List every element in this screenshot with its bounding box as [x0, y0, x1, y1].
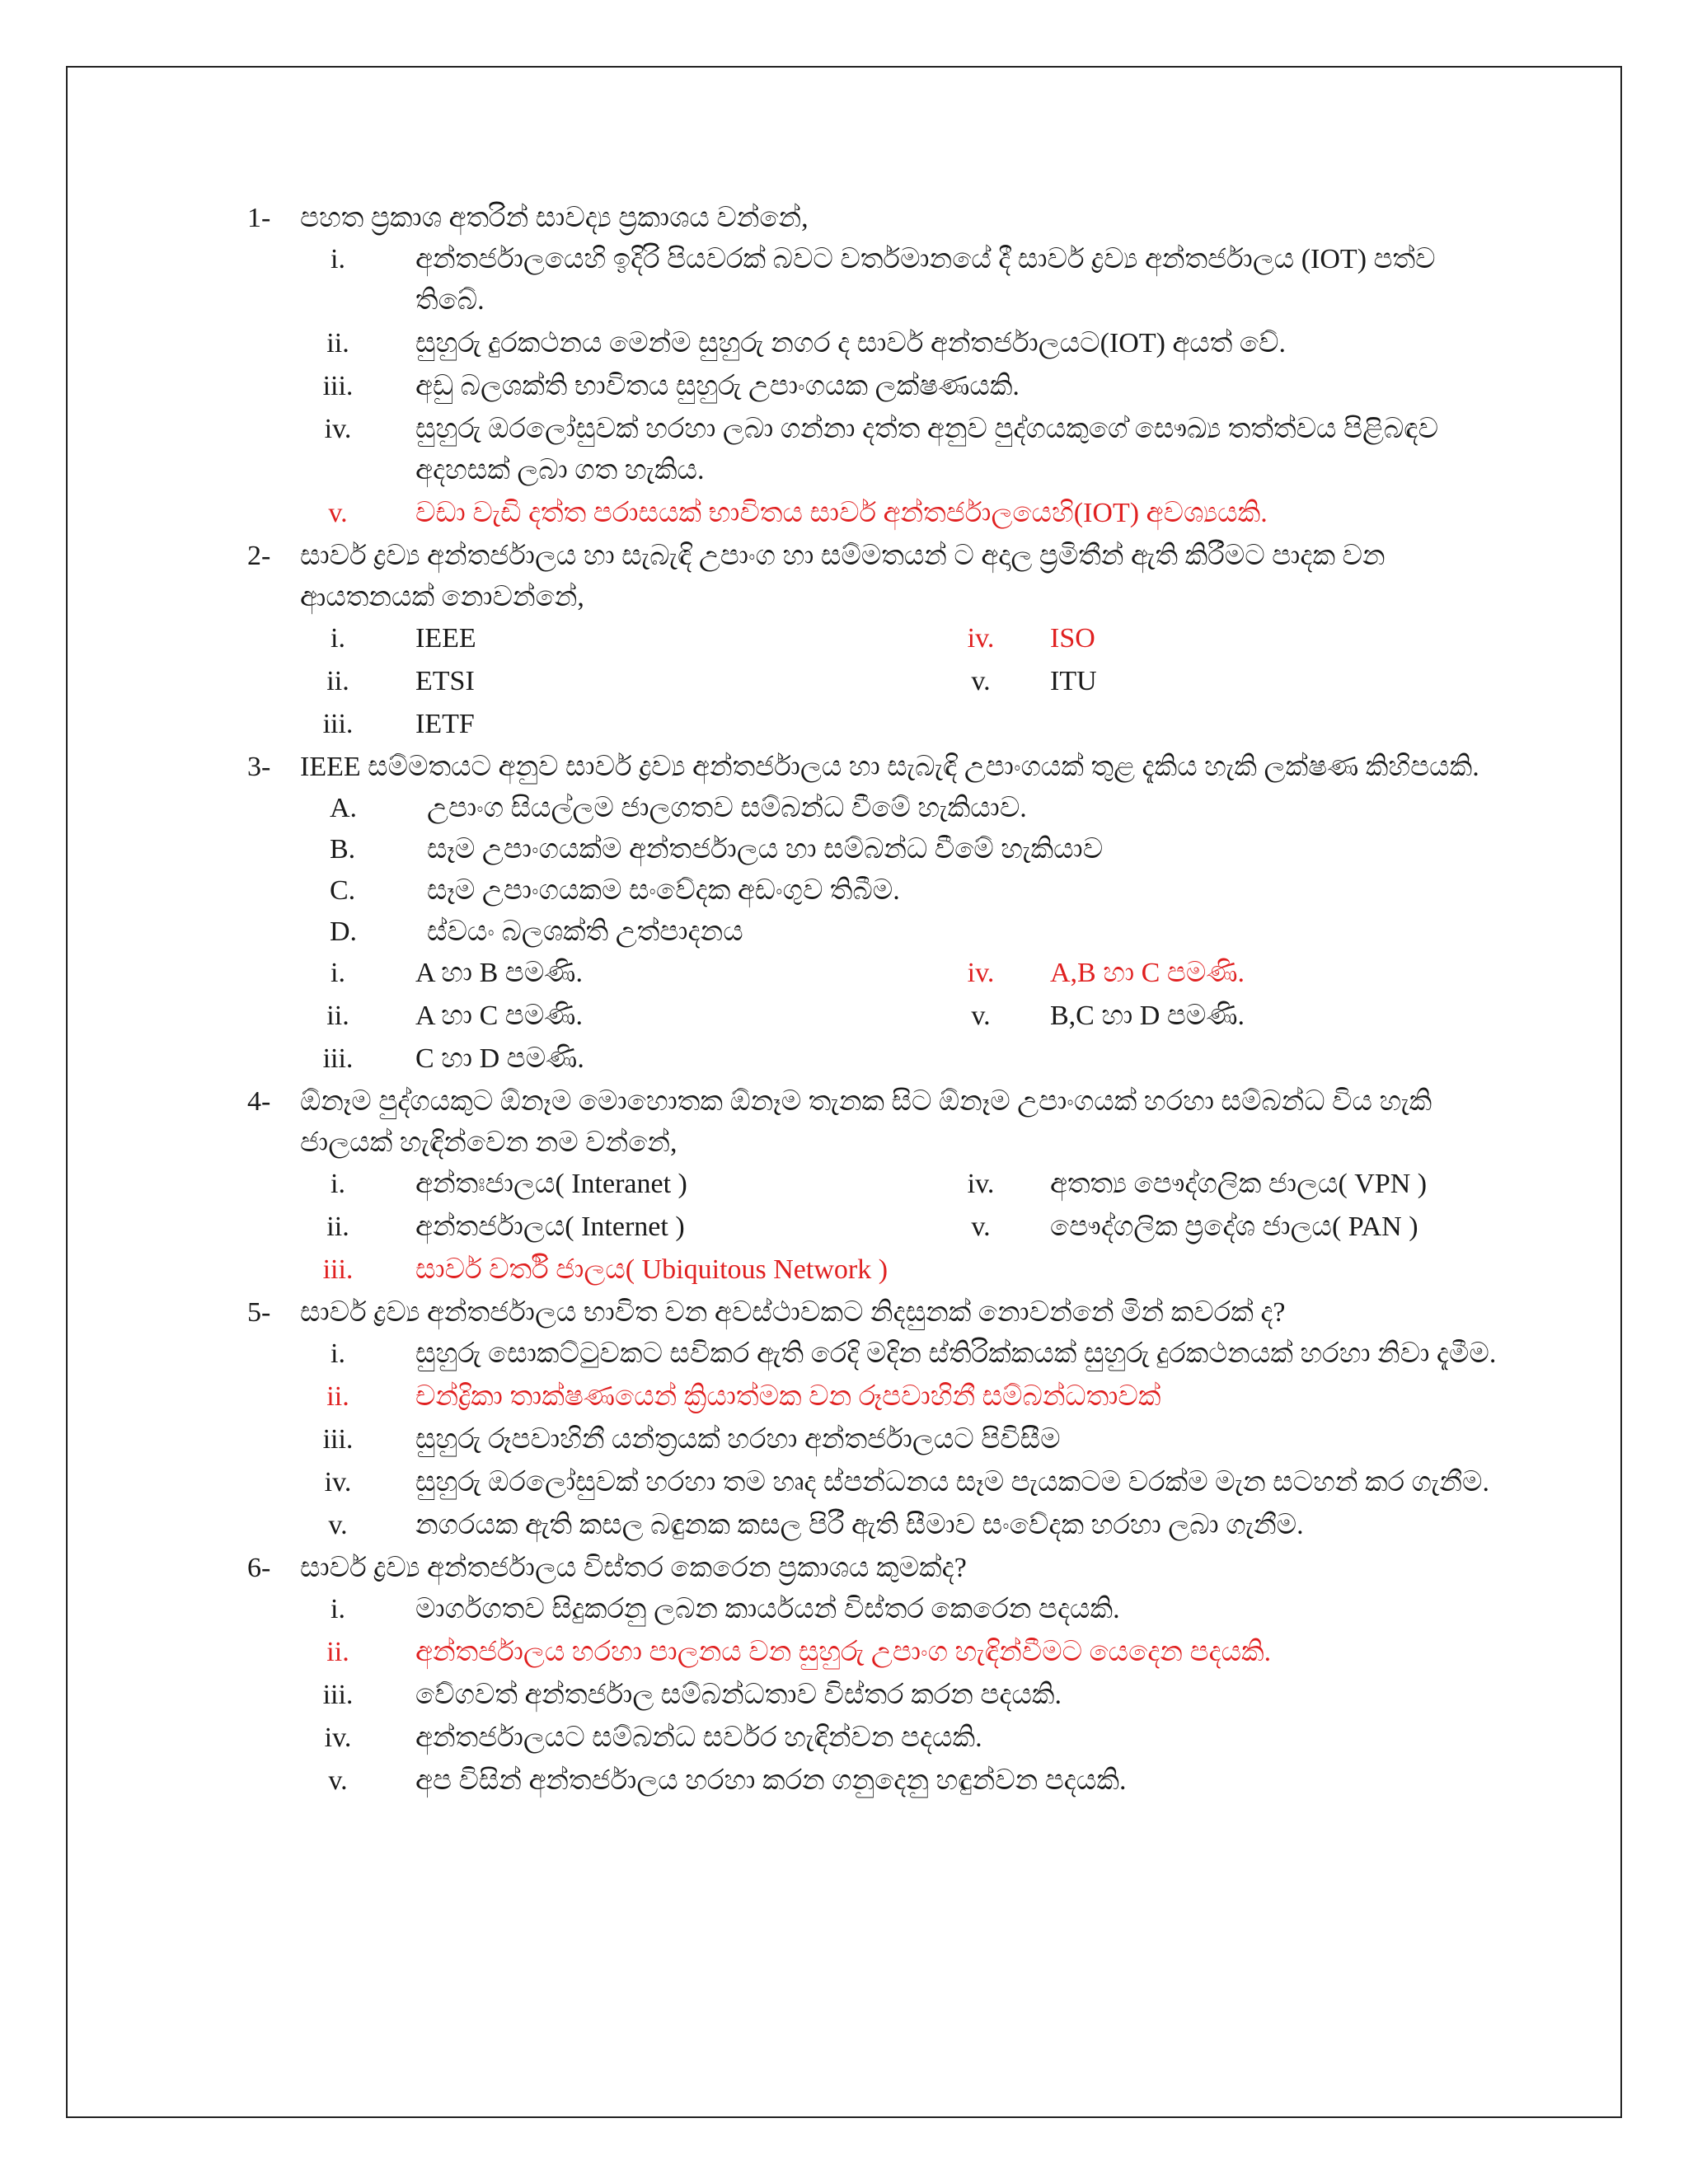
option-text: චන්ද්‍රිකා තාක්ෂණයෙන් ක්‍රියාත්මක වන රූපවාහිනී සම්බන්ධතාවක් — [415, 1381, 1161, 1412]
option-number: v. — [328, 1510, 348, 1540]
option-number: iv. — [967, 1169, 995, 1199]
option-text: ITU — [1050, 666, 1097, 696]
option-text: සුහුරු දුරකථනය මෙන්ම සුහුරු නගර ද සාර්ව අන්තර්ජාලයට(IOT) අයත් වේ. — [415, 328, 1287, 359]
question-6 — [247, 1548, 1500, 1802]
question-text: සාර්ව ද්‍රව්‍ය අන්තර්ජාලය භාවිත වන අවස්ථාවකට නිදසුනක් නොවන්නේ මින් කවරක් ද? — [300, 1297, 1286, 1328]
option-number: v. — [328, 1765, 348, 1796]
option-number: iv. — [324, 1722, 352, 1753]
answer-option — [948, 1164, 1500, 1205]
option-number: iii. — [322, 709, 354, 739]
option-text: නගරයක ඇති කසල බඳුනක කසල පිරී ඇති සීමාව සංවේදක හරහා ලබා ගැනීම. — [415, 1510, 1304, 1540]
answer-option-correct — [247, 1249, 948, 1291]
option-text: ETSI — [415, 666, 475, 696]
option-text: අප විසින් අන්තර්ජාලය හරහා කරන ගනුදෙනු හඳුන්වන පදයකි. — [415, 1765, 1127, 1796]
option-number: iii. — [322, 1043, 354, 1074]
option-text: සුහුරු රූපවාහිනී යන්ත්‍රයක් හරහා අන්තර්ජාලයට පිවිසීම — [415, 1424, 1061, 1455]
option-number: iii. — [322, 1680, 354, 1710]
question-list — [247, 198, 1500, 1803]
answer-option — [247, 1333, 1500, 1375]
answer-option — [247, 1462, 1500, 1503]
option-text: A,B හා C පමණි. — [1050, 958, 1245, 988]
option-number: iii. — [322, 1424, 354, 1455]
options-column-right — [948, 953, 1500, 1081]
question-2 — [247, 536, 1500, 747]
option-number: i. — [331, 244, 345, 274]
answer-option-correct — [948, 953, 1500, 994]
options-grid — [247, 1164, 1500, 1292]
answer-option — [247, 1164, 948, 1205]
option-text: B,C හා D පමණි. — [1050, 1001, 1245, 1031]
statement-label: A. — [330, 793, 358, 823]
options-column-left — [247, 1164, 948, 1292]
option-text: වේගවත් අන්තර්ජාල සම්බන්ධතාව විස්තර කරන පදයකි. — [415, 1680, 1062, 1710]
option-number: iv. — [967, 623, 995, 654]
question-text: පහත ප්‍රකාශ අතරින් සාවද්‍ය ප්‍රකාශය වන්නේ, — [300, 203, 809, 233]
answer-option — [247, 323, 1500, 364]
statement-label: B. — [330, 834, 356, 865]
answer-option — [948, 661, 1500, 702]
question-stem — [247, 536, 1500, 618]
question-stem — [247, 1081, 1500, 1164]
question-number: 4- — [247, 1086, 271, 1117]
option-text: පෞද්ගලික ප්‍රදේශ ජාලය( PAN ) — [1050, 1212, 1418, 1242]
options-list — [247, 1589, 1500, 1802]
option-text: ISO — [1050, 623, 1095, 654]
statement-text: ස්වයං බලශක්ති උත්පාදනය — [427, 916, 743, 947]
question-number: 2- — [247, 541, 271, 571]
option-text: මාර්ගගතව සිදුකරනු ලබන කාර්යයන් විස්තර කෙරෙන පදයකි. — [415, 1594, 1120, 1624]
option-text: සුහුරු සොකට්ටුවකට සවිකර ඇති රෙදි මදින ස්තිරික්කයක් සුහුරු දුරකථනයක් හරහා නිවා දැමීම. — [415, 1338, 1497, 1369]
option-number: ii. — [326, 666, 349, 696]
option-text: සාර්ව වර්ති ජාලය( Ubiquitous Network ) — [415, 1254, 889, 1285]
option-number: iv. — [324, 414, 352, 444]
statement-item — [247, 912, 1500, 953]
answer-option-correct — [247, 1376, 1500, 1418]
option-number: i. — [331, 1169, 345, 1199]
answer-option — [948, 1207, 1500, 1248]
answer-option — [247, 409, 1500, 491]
option-number: i. — [331, 958, 345, 988]
question-number: 5- — [247, 1297, 271, 1328]
answer-option — [247, 1589, 1500, 1630]
answer-option-correct — [247, 493, 1500, 534]
options-grid — [247, 618, 1500, 747]
question-5 — [247, 1292, 1500, 1546]
answer-option — [247, 1038, 948, 1080]
option-number: iv. — [324, 1467, 352, 1497]
option-number: v. — [971, 1212, 991, 1242]
option-number: i. — [331, 623, 345, 654]
question-1 — [247, 198, 1500, 534]
option-number: ii. — [326, 328, 349, 359]
answer-option — [247, 704, 948, 745]
option-text: අන්තර්ජාලය( Internet ) — [415, 1212, 685, 1242]
options-column-right — [948, 1164, 1500, 1292]
answer-option — [247, 239, 1500, 321]
answer-option — [247, 366, 1500, 407]
answer-option — [247, 1718, 1500, 1759]
question-text: සාර්ව ද්‍රව්‍ය අන්තර්ජාලය විස්තර කෙරෙන ප්‍රකාශය කුමක්ද? — [300, 1553, 967, 1583]
option-text: A හා C පමණි. — [415, 1001, 583, 1031]
statement-text: සෑම උපාංගයක්ම අන්තර්ජාලය හා සම්බන්ධ වීමේ හැකියාව — [427, 834, 1104, 865]
statement-text: උපාංග සියල්ලම ජාලගතව සම්බන්ධ වීමේ හැකියාව. — [427, 793, 1027, 823]
options-column-left — [247, 953, 948, 1081]
answer-option — [247, 618, 948, 659]
option-number: ii. — [326, 1001, 349, 1031]
option-number: iv. — [967, 958, 995, 988]
option-number: ii. — [326, 1381, 349, 1412]
options-list — [247, 1333, 1500, 1546]
option-number: iii. — [322, 1254, 354, 1285]
statement-item — [247, 829, 1500, 870]
option-text: සුහුරු ඔරලෝසුවක් හරහා තම හෘද ස්පන්ධනය සෑම පැයකටම වරක්ම මැන සටහන් කර ගැනීම. — [415, 1467, 1489, 1497]
options-column-right — [948, 618, 1500, 747]
question-text: ඕනෑම පුද්ගයකුට ඕනෑම මොහොතක ඕනෑම තැනක සිට ඕනෑම උපාංගයක් හරහා සම්බන්ධ විය හැකි ජාලයක් හැඳින්වෙන නම වන්නේ, — [300, 1086, 1432, 1158]
option-text: අන්තර්ජාලයෙහි ඉදිරි පියවරක් බවට වර්තමානයේ දී සාර්ව ද්‍රව්‍ය අන්තර්ජාලය (IOT) පත්ව තිබේ. — [415, 244, 1436, 316]
option-text: IETF — [415, 709, 475, 739]
question-3 — [247, 747, 1500, 1081]
option-text: A හා B පමණි. — [415, 958, 583, 988]
answer-option — [247, 996, 948, 1037]
question-number: 6- — [247, 1553, 271, 1583]
answer-option — [247, 1675, 1500, 1716]
answer-option — [247, 953, 948, 994]
options-list — [247, 239, 1500, 534]
question-number: 3- — [247, 752, 271, 782]
option-number: v. — [971, 666, 991, 696]
options-column-left — [247, 618, 948, 747]
option-number: ii. — [326, 1212, 349, 1242]
option-number: v. — [328, 498, 348, 528]
answer-option — [247, 661, 948, 702]
answer-option — [247, 1207, 948, 1248]
answer-option-correct — [948, 618, 1500, 659]
option-number: i. — [331, 1338, 345, 1369]
question-text: සාර්ව ද්‍රව්‍ය අන්තර්ජාලය හා සැබැඳි උපාංග හා සම්මතයන් ට අදාල ප්‍රමිතීන් ඇති කිරීමට පාදක වන ආයතනයක් නොවන්නේ, — [300, 541, 1386, 612]
answer-option — [247, 1419, 1500, 1460]
question-stem — [247, 198, 1500, 239]
question-4 — [247, 1081, 1500, 1292]
option-text: අන්තර්ජාලය හරහා පාලනය වන සුහුරු උපාංග හැඳින්වීමට යෙදෙන පදයකි. — [415, 1637, 1272, 1667]
answer-option-correct — [247, 1632, 1500, 1673]
statement-item — [247, 788, 1500, 829]
option-text: C හා D පමණි. — [415, 1043, 584, 1074]
question-stem — [247, 1292, 1500, 1333]
question-stem — [247, 1548, 1500, 1589]
statement-item — [247, 870, 1500, 912]
option-text: අන්තර්ජාලයට සම්බන්ධ සර්වර හැඳින්වන පදයකි. — [415, 1722, 982, 1753]
question-number: 1- — [247, 203, 271, 233]
option-number: iii. — [322, 371, 354, 401]
statement-label: C. — [330, 875, 356, 906]
question-text: IEEE සම්මතයට අනුව සාර්ව ද්‍රව්‍ය අන්තර්ජාලය හා සැබැඳි උපාංගයක් තුළ දැකිය හැකි ලක්ෂණ කිහිපයකි. — [300, 752, 1479, 782]
answer-option — [948, 996, 1500, 1037]
option-text: අඩු බලශක්ති භාවිතය සුහුරු උපාංගයක ලක්ෂණයකි. — [415, 371, 1020, 401]
statement-label: D. — [330, 916, 358, 947]
option-number: ii. — [326, 1637, 349, 1667]
option-text: සුහුරු ඔරලෝසුවක් හරහා ලබා ගන්නා දත්ත අනුව පුද්ගයකුගේ සෞඛ්‍ය තත්ත්වය පිළිබඳව අදහසක් ලබා ගත හැකිය. — [415, 414, 1439, 485]
statement-text: සෑම උපාංගයකම සංවේදක අඩංගුව තිබීම. — [427, 875, 900, 906]
answer-option — [247, 1760, 1500, 1802]
option-text: අතත්‍ය පෞද්ගලික ජාලය( VPN ) — [1050, 1169, 1428, 1199]
option-number: v. — [971, 1001, 991, 1031]
option-number: i. — [331, 1594, 345, 1624]
option-text: IEEE — [415, 623, 476, 654]
options-grid — [247, 953, 1500, 1081]
option-text: වඩා වැඩි දත්ත පරාසයක් භාවිතය සාර්ව අන්තර්ජාලයෙහි(IOT) අවශ්‍යයකි. — [415, 498, 1268, 528]
question-stem — [247, 747, 1500, 788]
answer-option — [247, 1505, 1500, 1546]
option-text: අන්තඃජාලය( Interanet ) — [415, 1169, 687, 1199]
